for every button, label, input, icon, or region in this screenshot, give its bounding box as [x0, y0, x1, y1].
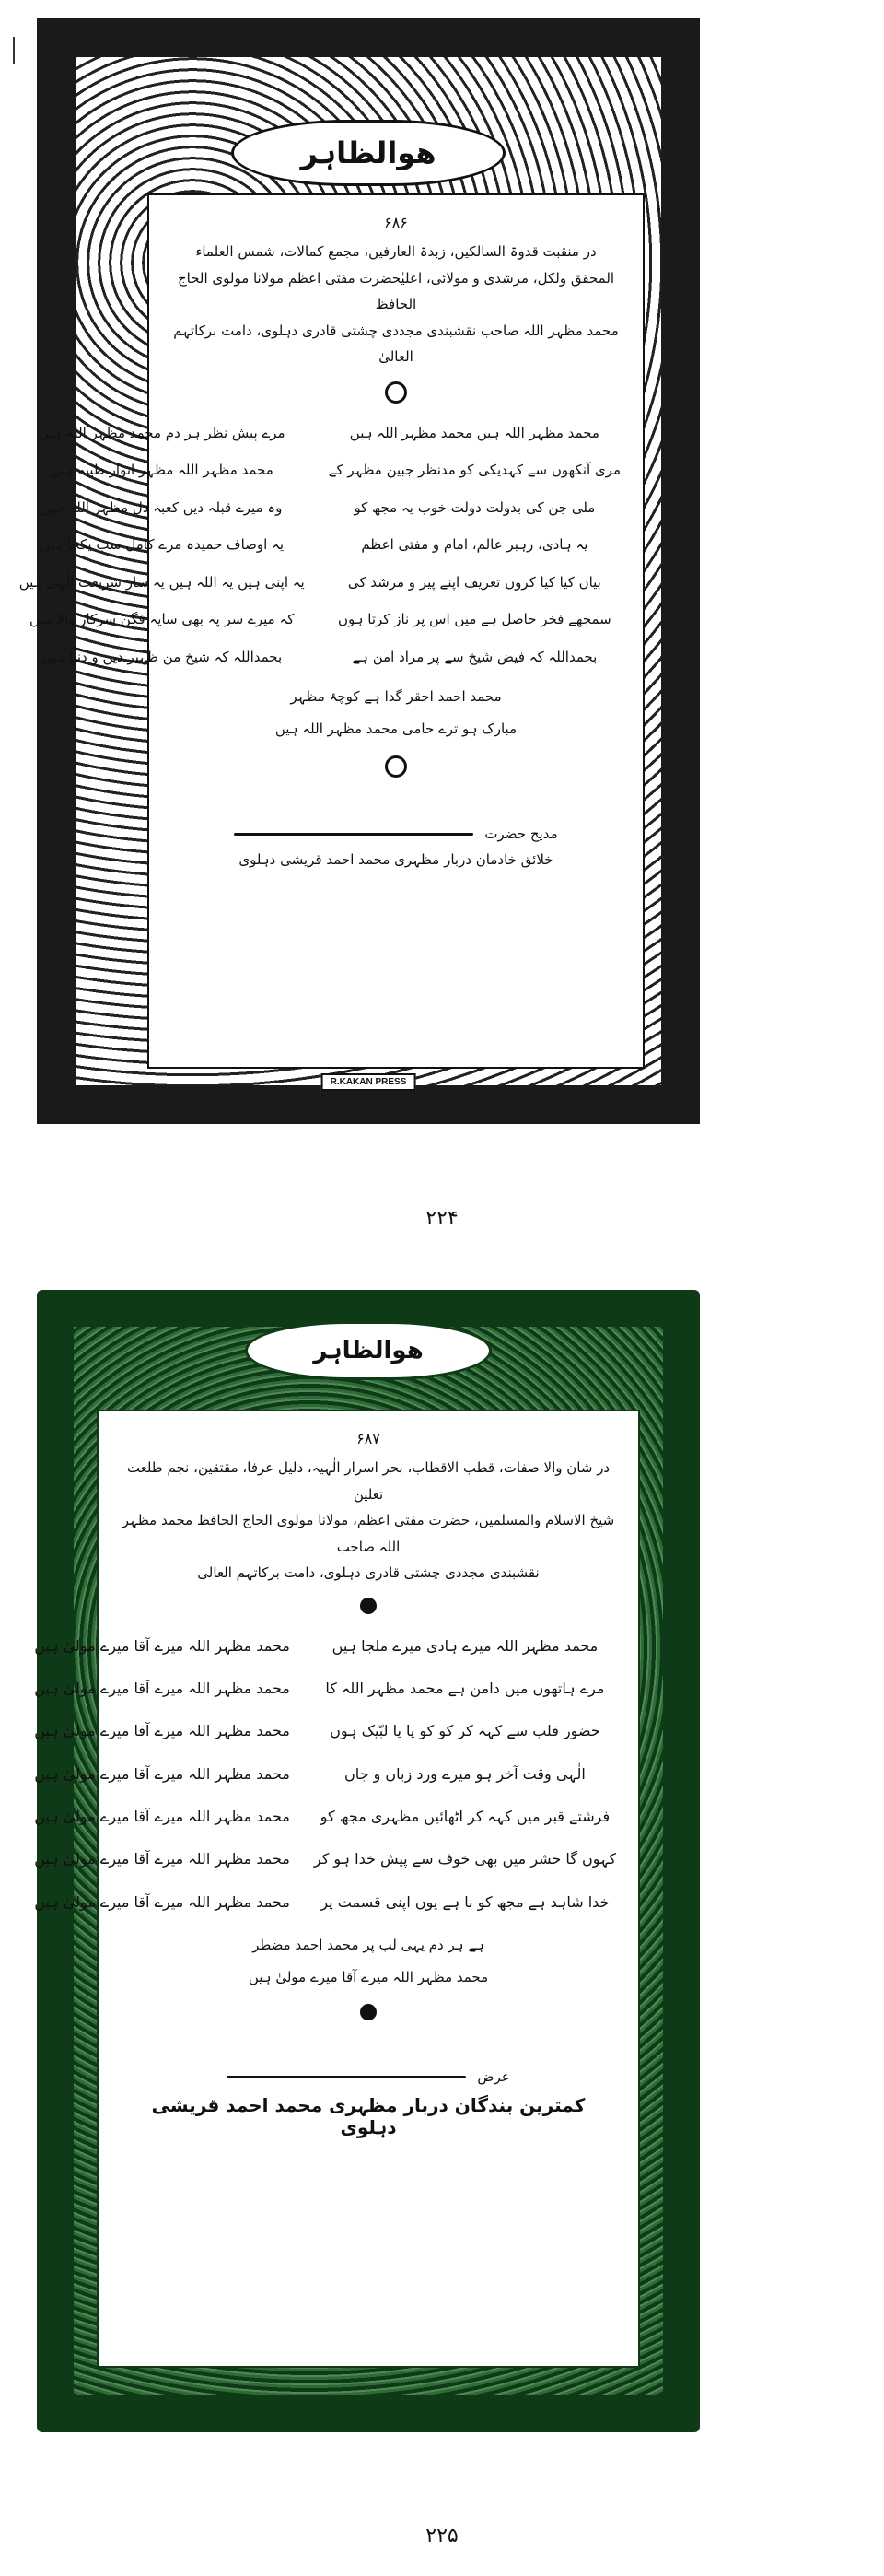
- press-stamp: R.KAKAN PRESS: [321, 1073, 416, 1091]
- closing-couplet: [275, 681, 517, 744]
- intro-line: نقشبندی مجددی چشتی قادری دہلوی، دامت برکاتہم العالی: [197, 1564, 540, 1581]
- closing-line: ہے ہر دم یہی لب پر محمد احمد مضطر: [252, 1937, 484, 1954]
- verse-line: محمد مظہر اللہ ہیں محمد مظہر اللہ ہیں: [349, 424, 599, 441]
- intro-heading: [171, 239, 621, 370]
- signature-label: مدیح حضرت: [484, 825, 558, 842]
- verse-line: محمد مظہر اللہ میرے آقا میرے مولیٰ ہیں: [34, 1764, 290, 1783]
- page-number: ۲۲۴: [425, 1207, 459, 1230]
- verse-line: محمد مظہر اللہ میرے آقا میرے مولیٰ ہیں: [34, 1679, 290, 1697]
- intro-line: شیخ الاسلام والمسلمین، حضرت مفتی اعظم، مولانا مولوی الحاج الحافظ محمد مظہر اللہ صاحب: [122, 1512, 615, 1555]
- verse-line: سمجھے فخر حاصل ہے میں اس پر ناز کرتا ہوں: [337, 611, 611, 627]
- closing-line: محمد مظہر اللہ میرے آقا میرے مولیٰ ہیں: [248, 1968, 489, 1985]
- verse-line: محمد مظہر اللہ میرے ہادی میرے ملجا ہیں: [332, 1636, 599, 1655]
- intro-line: در شان والا صفات، قطب الاقطاب، بحر اسرار الٰہیہ، دلیل عرفا، مقتقین، نجم طلعت تعلین: [126, 1459, 611, 1503]
- closing-line: محمد احمد احقر گدا ہے کوچۂ مظہر: [290, 688, 502, 705]
- verse-line: محمد مظہر اللہ میرے آقا میرے مولیٰ ہیں: [34, 1722, 290, 1740]
- verse-line: محمد مظہر اللہ مظہر انوار طیبہ ہیں: [50, 462, 273, 478]
- page-title-cartouche: هوالظاہر: [231, 120, 506, 186]
- verse-line: یہ ہادی، رہبر عالم، امام و مفتی اعظم: [361, 536, 588, 553]
- verse-line: کہوں گا حشر میں بھی خوف سے پیش خدا ہو کر: [313, 1850, 616, 1868]
- circle-ornament-icon: [385, 755, 407, 778]
- verse-line: فرشتے قبر میں کہہ کر اٹھائیں مظہری مجھ کو: [320, 1808, 611, 1826]
- verse-line: ملی جن کی بدولت دولت خوب یہ مجھ کو: [354, 498, 596, 516]
- poem-panel: [18, 193, 645, 1069]
- verse-line: کہ میرے سر پہ بھی سایہ فگن سرکار والا ہیں: [29, 611, 295, 627]
- intro-line: در منقبت قدوۃ السالکین، زبدۃ العارفین، مجمع کمالات، شمس العلماء: [195, 243, 597, 260]
- page-224: [18, 18, 700, 1124]
- dot-ornament-icon: [360, 2004, 377, 2020]
- signature-row: [227, 2068, 509, 2085]
- signature-label: عرض: [477, 2068, 510, 2086]
- circle-ornament-icon: [385, 381, 407, 404]
- signature-stroke: [227, 2076, 466, 2078]
- verse-grid: [34, 1625, 616, 1925]
- signature-row: [234, 825, 557, 842]
- verse-line: بحمداللہ کہ فیض شیخ سے پر مراد امن ہے: [352, 648, 598, 665]
- verse-line: خدا شاہد ہے مجھ کو نا ہے یوں اپنی قسمت پر: [320, 1892, 610, 1911]
- closing-line: مبارک ہو ترے حامی محمد مظہر اللہ ہیں: [274, 720, 518, 737]
- intro-heading: [121, 1455, 616, 1587]
- verse-line: محمد مظہر اللہ میرے آقا میرے مولیٰ ہیں: [34, 1850, 290, 1868]
- verse-line: الٰہی وقت آخر ہو میرے ورد زبان و جاں: [344, 1764, 586, 1783]
- verse-line: مرے ہاتھوں میں دامن ہے محمد مظہر اللہ کا: [325, 1679, 605, 1697]
- poem-number: ۶۸۷: [356, 1430, 380, 1447]
- verse-line: محمد مظہر اللہ میرے آقا میرے مولیٰ ہیں: [34, 1808, 290, 1826]
- verse-line: یہ اوصاف حمیدہ مرے کامل سب یکجا ہیں: [40, 536, 285, 553]
- verse-line: یہ اپنی ہیں یہ اللہ ہیں یہ سار شریعت الٰہی ہیں: [18, 573, 305, 591]
- verse-line: محمد مظہر اللہ میرے آقا میرے مولیٰ ہیں: [34, 1892, 290, 1911]
- verse-line: مری آنکھوں سے کہدیکی کو مدنظر جبین مظہر کے: [328, 462, 621, 478]
- page-number: ۲۲۵: [425, 2524, 459, 2547]
- verse-line: حضور قلب سے کہہ کر کو کو پا پا لبّیک ہوں: [330, 1722, 600, 1740]
- verse-grid: [18, 415, 621, 676]
- closing-couplet: [249, 1929, 488, 1993]
- verse-line: محمد مظہر اللہ میرے آقا میرے مولیٰ ہیں: [34, 1636, 290, 1655]
- poem-number: ۶۸۶: [384, 214, 408, 231]
- margin-mark: [13, 37, 15, 64]
- page-title-cartouche: هوالظاہر: [245, 1321, 492, 1380]
- author-line: خلائق خادمان دربار مظہری محمد احمد قریشی دہلوی: [238, 851, 553, 868]
- dot-ornament-icon: [360, 1598, 377, 1614]
- author-line: کمترین بندگان دربار مظہری محمد احمد قریشی دہلوی: [151, 2094, 586, 2139]
- signature-stroke: [234, 833, 473, 836]
- poem-panel: [34, 1410, 640, 2368]
- intro-line: المحقق ولکل، مرشدی و مولائی، اعلیٰحضرت مفتی اعظم مولانا مولوی الحاج الحافظ: [177, 269, 615, 312]
- verse-line: بحمداللہ کہ شیخ من ظہیر دین و دنیا ہیں: [41, 648, 283, 665]
- verse-line: بیاں کیا کیا کروں تعریف اپنے پیر و مرشد کی: [347, 573, 601, 591]
- verse-line: وہ میرے قبلہ دیں کعبہ دل مظہر اللہ ہیں: [41, 498, 283, 516]
- page-225: [34, 1290, 700, 2432]
- intro-line: محمد مظہر اللہ صاحب نقشبندی مجددی چشتی قادری دہلوی، دامت برکاتہم العالیٰ: [173, 322, 619, 365]
- verse-line: مرے پیش نظر ہر دم محمد مظہر اللہ ہیں: [38, 424, 285, 441]
